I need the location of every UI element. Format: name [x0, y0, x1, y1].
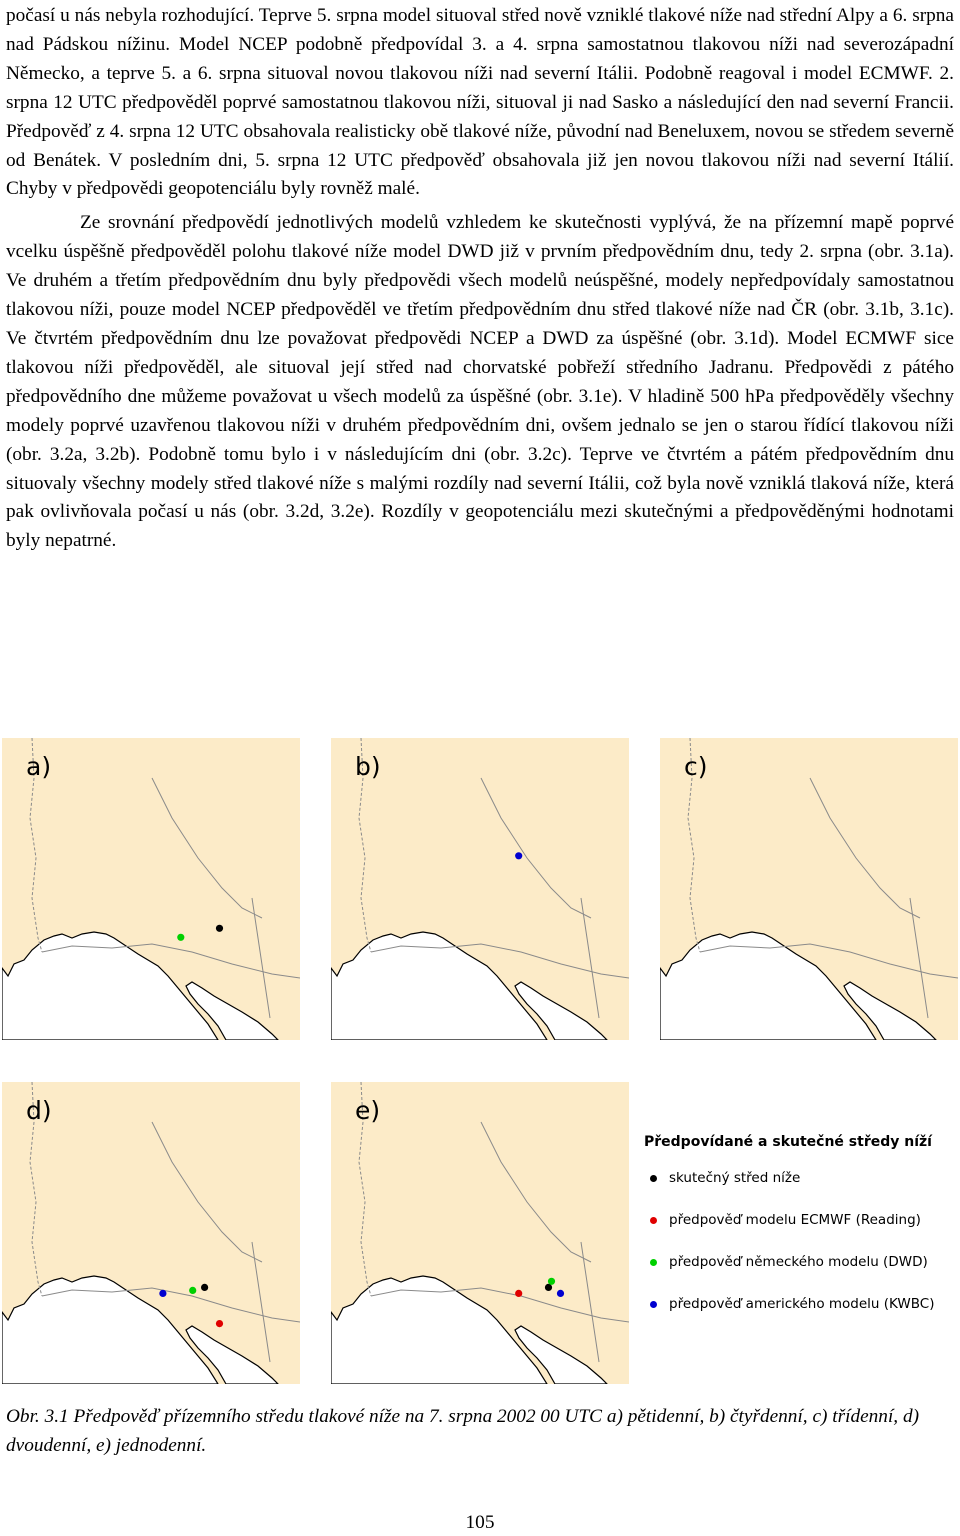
map-svg — [331, 738, 629, 1040]
figure-legend — [632, 1120, 960, 1320]
forecast-point-dwd — [189, 1287, 196, 1294]
forecast-point-ecmwf — [515, 1290, 522, 1297]
legend-dot-ecmwf — [650, 1217, 657, 1224]
figure-caption: Obr. 3.1 Předpověď přízemního středu tlakové níže na 7. srpna 2002 00 UTC a) pětidenní, b) čtyřdenní, c) třídenní, d) dvoudenní, e) jednodenní. — [6, 1406, 920, 1456]
legend-label-ecmwf: předpověď modelu ECMWF (Reading) — [669, 1212, 921, 1228]
forecast-point-kwbc — [515, 852, 522, 859]
map-panel-b — [331, 738, 629, 1040]
map-panel-c — [660, 738, 958, 1040]
legend-label-kwbc: předpověď amerického modelu (KWBC) — [669, 1296, 935, 1312]
forecast-point-actual — [216, 925, 223, 932]
legend-dot-kwbc — [650, 1301, 657, 1308]
map-svg — [331, 1082, 629, 1384]
legend-item-kwbc — [650, 1296, 934, 1314]
paragraph-2: Ze srovnání předpovědí jednotlivých modelů vzhledem ke skutečnosti vyplývá, že na přízemní mapě poprvé vcelku úspěšně předpověděl polohu tlakové níže model DWD již v prvním předpovědním dnu, tedy 2. srpna (obr. 3.1a). Ve druhém a třetím předpovědním dnu byly předpovědi všech modelů neúspěšné, modely nepředpovídaly samostatnou tlakovou níži, pouze model NCEP předpověděl ve třetím předpovědním dnu střed tlakové níže nad ČR (obr. 3.1b, 3.1c). Ve čtvrtém předpovědním dnu lze považovat předpovědi NCEP a DWD za úspěšné (obr. 3.1d). Model ECMWF sice tlakovou níži předpověděl, ale situoval její střed nad chorvatské pobřeží středního Jadranu. Předpovědi z pátého předpovědního dne můžeme považovat u všech modelů za úspěšné (obr. 3.1e). V hladině 500 hPa předpověděly všechny modely poprvé uzavřenou tlakovou níži v druhém předpovědním dni, ovšem jednalo se jen o starou řídící tlakovou níži (obr. 3.2a, 3.2b). Podobně tomu bylo i v následujícím dni (obr. 3.2c). Teprve ve čtvrtém a pátém předpovědním dnu situovaly všechny modely střed tlakové níže s malými rozdíly nad severní Itálii, což byla nově vzniklá tlaková níže, která pak ovlivňovala počasí u nás (obr. 3.2d, 3.2e). Rozdíly v geopotenciálu mezi skutečnými a předpověděnými hodnotami byly nepatrné. — [6, 212, 954, 552]
forecast-point-dwd — [177, 934, 184, 941]
legend-item-ecmwf — [650, 1212, 921, 1230]
map-svg — [2, 1082, 300, 1384]
legend-dot-dwd — [650, 1259, 657, 1266]
legend-item-actual — [650, 1170, 800, 1188]
forecast-point-actual — [545, 1284, 552, 1291]
map-svg — [2, 738, 300, 1040]
panel-label-c: c) — [684, 752, 708, 781]
page-number: 105 — [465, 1512, 495, 1533]
map-panel-e — [331, 1082, 629, 1384]
map-panel-d — [2, 1082, 300, 1384]
map-svg — [660, 738, 958, 1040]
panel-label-d: d) — [26, 1096, 52, 1125]
legend-title: Předpovídané a skutečné středy níží — [644, 1134, 932, 1150]
legend-item-dwd — [650, 1254, 928, 1272]
paragraph-1: počasí u nás nebyla rozhodující. Teprve 5. srpna model situoval střed nově vzniklé tlakové níže nad střední Alpy a 6. srpna nad Pádskou nížinu. Model NCEP podobně předpovídal 3. a 4. srpna samostatnou tlakovou níži nad severozápadní Německo, a teprve 5. a 6. srpna situoval novou tlakovou níži nad severní Itálii. Podobně reagoval i model ECMWF. 2. srpna 12 UTC předpověděl poprvé samostatnou tlakovou níži, situoval ji nad Sasko a následující den nad severní Francii. Předpověď z 4. srpna 12 UTC obsahovala realisticky obě tlakové níže, původní nad Beneluxem, novou se středem severně od Benátek. V posledním dni, 5. srpna 12 UTC předpověď obsahovala již jen novou tlakovou níži nad severní Itálií. Chyby v předpovědi geopotenciálu byly rovněž malé. — [6, 5, 954, 200]
legend-label-actual: skutečný střed níže — [669, 1170, 801, 1186]
panel-label-e: e) — [355, 1096, 381, 1125]
forecast-point-ecmwf — [216, 1320, 223, 1327]
legend-label-dwd: předpověď německého modelu (DWD) — [669, 1254, 928, 1270]
body-text — [6, 2, 954, 556]
panel-label-b: b) — [355, 752, 381, 781]
forecast-point-kwbc — [557, 1290, 564, 1297]
panel-label-a: a) — [26, 752, 52, 781]
forecast-point-kwbc — [159, 1290, 166, 1297]
legend-dot-actual — [650, 1175, 657, 1182]
map-panel-a — [2, 738, 300, 1040]
forecast-point-actual — [201, 1284, 208, 1291]
forecast-point-dwd — [548, 1278, 555, 1285]
